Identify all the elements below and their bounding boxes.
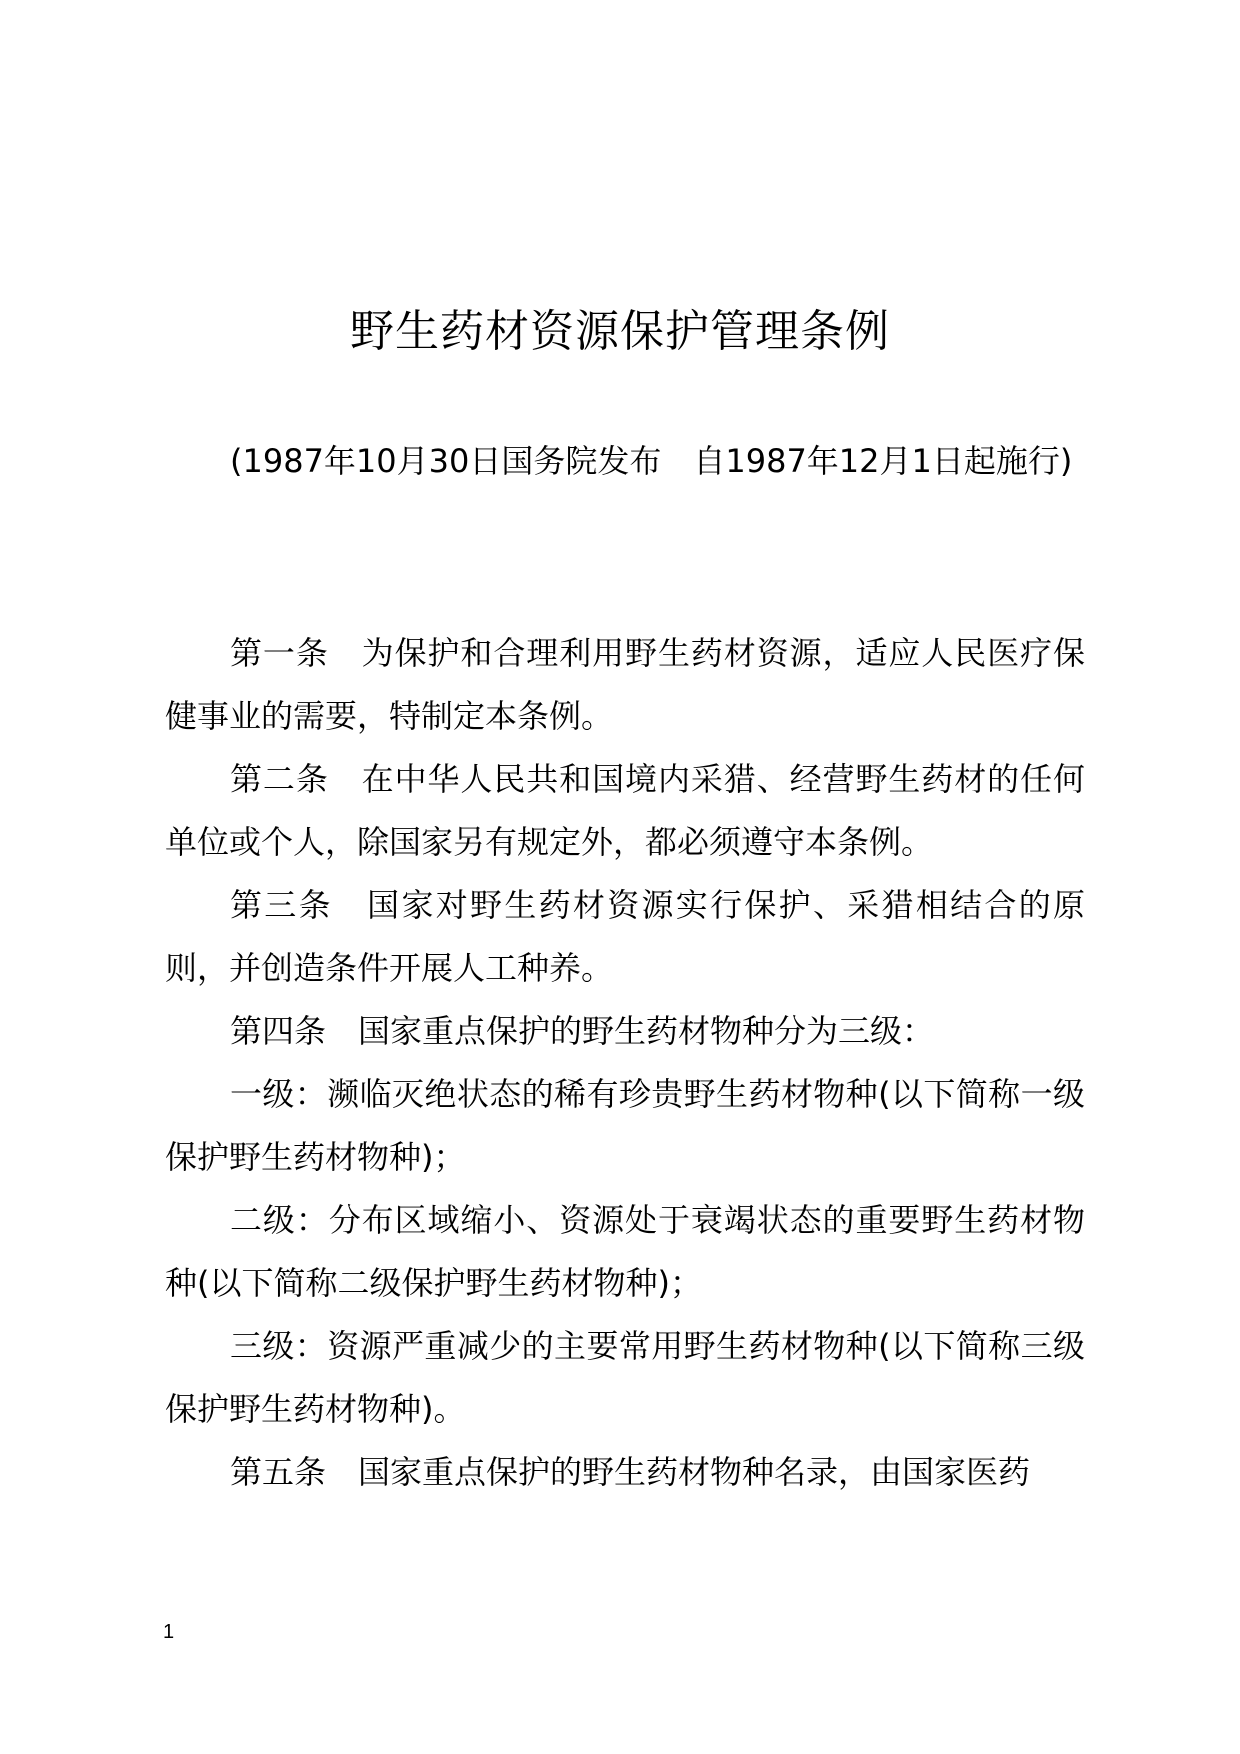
page-number: 1 (163, 1621, 175, 1643)
article-3: 第三条 国家对野生药材资源实行保护、采猎相结合的原则，并创造条件开展人工种养。 (165, 886, 1085, 987)
level-three-item: 三级：资源严重减少的主要常用野生药材物种(以下简称三级保护野生药材物种)。 (165, 1327, 1085, 1428)
level-two-item: 二级：分布区域缩小、资源处于衰竭状态的重要野生药材物种(以下简称二级保护野生药材物种)； (165, 1201, 1085, 1302)
article-5: 第五条 国家重点保护的野生药材物种名录，由国家医药 (230, 1453, 1031, 1491)
article-4: 第四条 国家重点保护的野生药材物种分为三级： (230, 1012, 935, 1050)
article-2: 第二条 在中华人民共和国境内采猎、经营野生药材的任何单位或个人，除国家另有规定外，都必须遵守本条例。 (165, 760, 1085, 861)
article-body (165, 622, 1085, 1504)
document-title: 野生药材资源保护管理条例 (350, 306, 890, 357)
level-one-item: 一级：濒临灭绝状态的稀有珍贵野生药材物种(以下简称一级保护野生药材物种)； (165, 1075, 1085, 1176)
issued-date-line: (1987年10月30日国务院发布 自1987年12月1日起施行) (230, 442, 1073, 480)
article-1: 第一条 为保护和合理利用野生药材资源，适应人民医疗保健事业的需要，特制定本条例。 (165, 634, 1085, 735)
